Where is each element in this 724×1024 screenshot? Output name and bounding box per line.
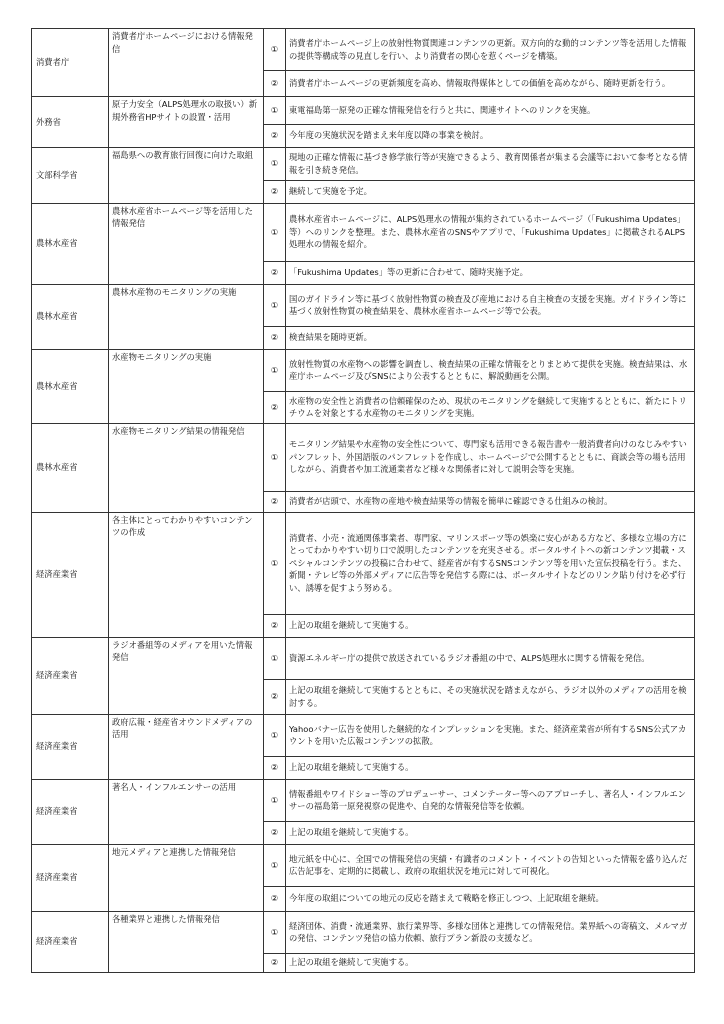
table-row xyxy=(32,821,695,844)
measure-cell-continuation xyxy=(109,180,264,203)
item-number: ② xyxy=(264,391,286,423)
item-detail: 今年度の取組についての地元の反応を踏まえて戦略を修正しつつ、上記取組を継続。 xyxy=(286,886,695,911)
table-row xyxy=(32,29,695,71)
table-row xyxy=(32,512,695,614)
item-detail: モニタリング結果や水産物の安全性について、専門家も活用できる報告書や一般消費者向けのなじみやすいパンフレット、外国語版のパンフレットを作成し、ホームページで公開するとともに、商談会等の場も活用しながら、消費者や加工流通業者など様々な関係者に対して説明会等を実施。 xyxy=(286,423,695,491)
item-detail: 農林水産省ホームページに、ALPS処理水の情報が集約されているホームページ（「Fukushima Updates」等）へのリンクを整理。また、農林水産省のSNSやアプリで、「Fukushima Updates」に掲載されるALPS処理水の情報を紹介。 xyxy=(286,203,695,261)
item-number: ① xyxy=(264,714,286,756)
table-row xyxy=(32,203,695,261)
table-row xyxy=(32,637,695,679)
item-number: ① xyxy=(264,423,286,491)
item-detail: Yahooバナー広告を使用した継続的なインプレッションを実施。また、経済産業省が所有するSNS公式アカウントを用いた広報コンテンツの拡散。 xyxy=(286,714,695,756)
item-detail: 消費者庁ホームページの更新頻度を高め、情報取得媒体としての価値を高めながら、随時更新を行う。 xyxy=(286,71,695,97)
measure-cell-continuation xyxy=(109,71,264,97)
item-number: ① xyxy=(264,512,286,614)
item-number: ① xyxy=(264,97,286,125)
item-number: ① xyxy=(264,29,286,71)
measure-cell: 水産物モニタリングの実施 xyxy=(109,349,264,391)
measure-cell: ラジオ番組等のメディアを用いた情報発信 xyxy=(109,637,264,679)
item-detail: 資源エネルギー庁の提供で放送されているラジオ番組の中で、ALPS処理水に関する情報を発信。 xyxy=(286,637,695,679)
table-row xyxy=(32,714,695,756)
measures-table-body xyxy=(32,29,695,973)
ministry-cell: 経済産業省 xyxy=(32,512,109,637)
measure-cell: 各種業界と連携した情報発信 xyxy=(109,911,264,953)
table-row xyxy=(32,71,695,97)
table-row xyxy=(32,911,695,953)
item-number: ① xyxy=(264,349,286,391)
item-detail: 地元紙を中心に、全国での情報発信の実績・有識者のコメント・イベントの告知といった情報を盛り込んだ広告記事を、定期的に掲載し、政府の取組状況を地元に対して可視化。 xyxy=(286,844,695,886)
item-detail: 水産物の安全性と消費者の信頼確保のため、現状のモニタリングを継続して実施するとともに、新たにトリチウムを対象とする水産物のモニタリングを実施。 xyxy=(286,391,695,423)
measures-table xyxy=(31,28,695,973)
table-row xyxy=(32,614,695,637)
item-number: ② xyxy=(264,953,286,972)
table-row xyxy=(32,844,695,886)
table-row xyxy=(32,97,695,125)
measure-cell: 農林水産物のモニタリングの実施 xyxy=(109,284,264,326)
item-detail: 「Fukushima Updates」等の更新に合わせて、随時実施予定。 xyxy=(286,261,695,284)
ministry-cell: 経済産業省 xyxy=(32,844,109,911)
measure-cell-continuation xyxy=(109,261,264,284)
ministry-cell: 消費者庁 xyxy=(32,29,109,97)
item-detail: 検査結果を随時更新。 xyxy=(286,326,695,349)
table-row xyxy=(32,886,695,911)
item-detail: 継続して実施を予定。 xyxy=(286,180,695,203)
item-number: ② xyxy=(264,326,286,349)
item-detail: 国のガイドライン等に基づく放射性物質の検査及び産地における自主検査の支援を実施。ガイドライン等に基づく放射性物質の検査結果を、農林水産省ホームページ等で公表。 xyxy=(286,284,695,326)
item-number: ① xyxy=(264,911,286,953)
measure-cell: 政府広報・経産省オウンドメディアの活用 xyxy=(109,714,264,756)
item-number: ② xyxy=(264,261,286,284)
table-row xyxy=(32,423,695,491)
table-row xyxy=(32,326,695,349)
item-number: ① xyxy=(264,203,286,261)
ministry-cell: 農林水産省 xyxy=(32,284,109,349)
ministry-cell: 経済産業省 xyxy=(32,637,109,714)
item-detail: 消費者、小売・流通関係事業者、専門家、マリンスポーツ等の娯楽に安心がある方など、多様な立場の方にとってわかりやすい切り口で説明したコンテンツを充実させる。ポータルサイトへの新コンテンツ掲載・スペシャルコンテンツの投稿に合わせて、経産省が有するSNSコンテンツ等を用いた宣伝投稿を行う。また、新聞・テレビ等の外部メディアに広告等を発信する際には、ポータルサイトなどのリンク貼り付けを必ず行い、誘導を促すよう努める。 xyxy=(286,512,695,614)
measure-cell: 地元メディアと連携した情報発信 xyxy=(109,844,264,886)
ministry-cell: 経済産業省 xyxy=(32,779,109,844)
item-detail: 上記の取組を継続して実施する。 xyxy=(286,614,695,637)
item-number: ① xyxy=(264,637,286,679)
ministry-cell: 経済産業省 xyxy=(32,911,109,972)
item-detail: 上記の取組を継続して実施する。 xyxy=(286,953,695,972)
item-detail: 消費者が店頭で、水産物の産地や検査結果等の情報を簡単に確認できる仕組みの検討。 xyxy=(286,491,695,512)
table-row xyxy=(32,349,695,391)
item-detail: 放射性物質の水産物への影響を調査し、検査結果の正確な情報をとりまとめて提供を実施。検査結果は、水産庁ホームページ及びSNSにより公表するとともに、解説動画を公開。 xyxy=(286,349,695,391)
table-row xyxy=(32,284,695,326)
table-row xyxy=(32,779,695,821)
ministry-cell: 文部科学省 xyxy=(32,147,109,203)
measure-cell-continuation xyxy=(109,953,264,972)
table-row xyxy=(32,180,695,203)
item-number: ① xyxy=(264,844,286,886)
item-detail: 現地の正確な情報に基づき修学旅行等が実施できるよう、教育関係者が集まる会議等において参考となる情報を引き続き発信。 xyxy=(286,147,695,180)
item-detail: 上記の取組を継続して実施する。 xyxy=(286,756,695,779)
ministry-cell: 農林水産省 xyxy=(32,349,109,423)
measure-cell: 農林水産省ホームページ等を活用した情報発信 xyxy=(109,203,264,261)
table-row xyxy=(32,491,695,512)
measure-cell: 原子力安全（ALPS処理水の取扱い）新規外務省HPサイトの設置・活用 xyxy=(109,97,264,125)
item-detail: 上記の取組を継続して実施するとともに、その実施状況を踏まえながら、ラジオ以外のメディアの活用を検討する。 xyxy=(286,679,695,714)
measure-cell: 著名人・インフルエンサーの活用 xyxy=(109,779,264,821)
measure-cell-continuation xyxy=(109,679,264,714)
item-detail: 今年度の実施状況を踏まえ来年度以降の事業を検討。 xyxy=(286,124,695,147)
ministry-cell: 外務省 xyxy=(32,97,109,148)
measure-cell-continuation xyxy=(109,391,264,423)
item-number: ① xyxy=(264,284,286,326)
item-number: ② xyxy=(264,124,286,147)
measure-cell-continuation xyxy=(109,326,264,349)
item-number: ① xyxy=(264,779,286,821)
item-detail: 経済団体、消費・流通業界、旅行業界等、多様な団体と連携しての情報発信。業界紙への寄稿文、メルマガの発信、コンテンツ発信の協力依頼、旅行プラン新設の支援など。 xyxy=(286,911,695,953)
item-detail: 東電福島第一原発の正確な情報発信を行うと共に、関連サイトへのリンクを実施。 xyxy=(286,97,695,125)
item-number: ② xyxy=(264,679,286,714)
item-detail: 上記の取組を継続して実施する。 xyxy=(286,821,695,844)
ministry-cell: 経済産業省 xyxy=(32,714,109,779)
table-row xyxy=(32,124,695,147)
measure-cell-continuation xyxy=(109,886,264,911)
item-number: ② xyxy=(264,491,286,512)
measure-cell: 各主体にとってわかりやすいコンテンツの作成 xyxy=(109,512,264,614)
measure-cell-continuation xyxy=(109,614,264,637)
item-number: ② xyxy=(264,886,286,911)
item-detail: 消費者庁ホームページ上の放射性物質関連コンテンツの更新。双方向的な動的コンテンツ等を活用した情報の提供等構成等の見直しを行い、より消費者の関心を惹くページを構築。 xyxy=(286,29,695,71)
measure-cell: 福島県への教育旅行回復に向けた取組 xyxy=(109,147,264,180)
item-detail: 情報番組やワイドショー等のプロデューサー、コメンテーター等へのアプローチし、著名人・インフルエンサーの福島第一原発視察の促進や、自発的な情報発信等を依頼。 xyxy=(286,779,695,821)
measure-cell: 水産物モニタリング結果の情報発信 xyxy=(109,423,264,491)
item-number: ② xyxy=(264,180,286,203)
measures-sheet xyxy=(31,28,694,973)
ministry-cell: 農林水産省 xyxy=(32,203,109,284)
item-number: ② xyxy=(264,821,286,844)
table-row xyxy=(32,953,695,972)
table-row xyxy=(32,147,695,180)
item-number: ① xyxy=(264,147,286,180)
table-row xyxy=(32,756,695,779)
ministry-cell: 農林水産省 xyxy=(32,423,109,512)
item-number: ② xyxy=(264,756,286,779)
table-row xyxy=(32,679,695,714)
measure-cell: 消費者庁ホームページにおける情報発信 xyxy=(109,29,264,71)
measure-cell-continuation xyxy=(109,821,264,844)
item-number: ② xyxy=(264,71,286,97)
measure-cell-continuation xyxy=(109,124,264,147)
table-row xyxy=(32,391,695,423)
measure-cell-continuation xyxy=(109,756,264,779)
measure-cell-continuation xyxy=(109,491,264,512)
table-row xyxy=(32,261,695,284)
item-number: ② xyxy=(264,614,286,637)
